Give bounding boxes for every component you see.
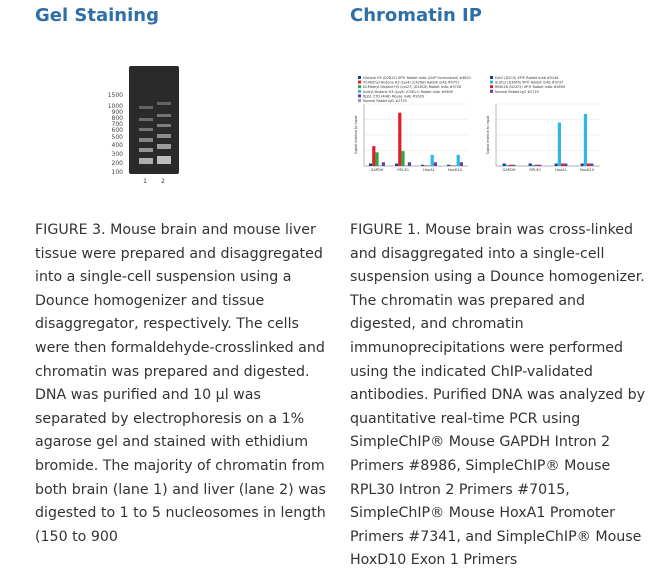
gel-band <box>139 118 153 121</box>
chart-bar <box>424 165 427 166</box>
legend-entry: Normal Rabbit IgG #2729 <box>495 89 539 94</box>
chip-bar-charts <box>350 70 650 180</box>
gel-band <box>157 102 171 105</box>
legend-entry: Ezh2 (D2C9) XP® Rabbit mAb #5246 <box>495 76 559 80</box>
legend-entry: Histone H3 (D2B12) XP® Rabbit mAb (ChIP Formulated) #4620 <box>363 76 471 80</box>
chart-bar <box>379 165 382 166</box>
gel-ladder-label: 200 <box>111 160 123 167</box>
chart-bar <box>453 165 456 166</box>
chart-bar <box>529 164 532 166</box>
chart-bar <box>538 165 541 166</box>
chromatin-ip-heading: Chromatin IP <box>350 5 482 26</box>
chip-chart-figure <box>350 70 650 180</box>
chart-bar <box>555 164 558 166</box>
chart-bar <box>450 165 453 166</box>
gel-band <box>157 156 171 164</box>
gel-lane-label-2: 2 <box>161 178 165 185</box>
x-tick-label: GAPDH <box>370 168 384 172</box>
chart-bar <box>372 146 375 166</box>
gel-band <box>157 124 171 127</box>
gel-ladder-label: 600 <box>111 127 123 134</box>
chromatin-ip-caption: FIGURE 1. Mouse brain was cross-linked and disaggregated into a single-cell suspension using a Dounce homogenizer. The chromatin was prepared and digested, and chromatin immunoprecipitations were performed using the indicated ChIP-validated antibodies. Purified DNA was analyzed by quantitative real-time PCR using SimpleChIP® Mouse GAPDH Intron 2 Primers #8986, SimpleChIP® Mouse RPL30 Intron 2 Primers #7015, SimpleChIP® Mouse HoxA1 Promoter Primers #7341, and SimpleChIP® Mouse HoxD10 Exon 1 Primers <box>350 222 645 569</box>
legend-swatch <box>490 90 493 93</box>
chart-bar <box>590 164 593 166</box>
gel-band <box>139 106 153 109</box>
x-tick-label: HoxD10 <box>447 168 463 172</box>
gel-ladder-label: 500 <box>111 134 123 141</box>
legend-swatch <box>358 99 361 102</box>
legend-swatch <box>358 81 361 84</box>
gel-ladder-label: 700 <box>111 121 123 128</box>
legend-swatch <box>358 76 361 79</box>
legend-entry: Rpb1 CTD (4H8) Mouse mAb #2629 <box>363 94 425 99</box>
x-tick-label: RPL30 <box>529 168 541 172</box>
gel-ladder-label: 100 <box>111 169 123 176</box>
gel-lane-label-1: 1 <box>143 178 147 185</box>
chart-bar <box>561 164 564 166</box>
gel-staining-heading: Gel Staining <box>35 5 159 26</box>
x-tick-label: RPL30 <box>397 168 409 172</box>
y-axis-label: Signal relative to input <box>354 115 358 155</box>
chart-bar <box>587 164 590 166</box>
gel-ladder-label: 1500 <box>107 92 123 99</box>
gel-band <box>157 134 171 138</box>
chart-bar <box>584 114 587 166</box>
x-tick-label: HoxA1 <box>555 168 567 172</box>
legend-entry: Normal Rabbit IgG #2729 <box>363 99 407 103</box>
gel-band <box>157 114 171 117</box>
chart-bar <box>512 165 515 166</box>
chart-bar <box>398 113 401 166</box>
chart-bar <box>401 151 404 166</box>
chart-bar <box>427 165 430 166</box>
gel-band <box>139 158 153 164</box>
legend-entry: SUZ12 (D39F6) XP® Rabbit mAb #3737 <box>495 80 564 85</box>
chart-bar <box>405 165 408 166</box>
chart-bar <box>369 164 372 166</box>
chart-bar <box>532 165 535 166</box>
chart-bar <box>457 155 460 166</box>
gel-ladder-label: 1000 <box>107 103 123 110</box>
chart-bar <box>503 164 506 166</box>
chart-bar <box>447 165 450 166</box>
legend-entry: Acetyl-Histone H3 (Lys9) (C5B11) Rabbit mAb #9649 <box>363 89 453 94</box>
chart-bar <box>421 165 424 166</box>
gel-lane-1 <box>139 66 153 174</box>
legend-swatch <box>358 85 361 88</box>
chart-bar <box>460 162 463 166</box>
gel-ladder-label: 400 <box>111 142 123 149</box>
legend-swatch <box>358 90 361 93</box>
gel-ladder-label: 300 <box>111 151 123 158</box>
gel-staining-caption: FIGURE 3. Mouse brain and mouse liver tissue were prepared and disaggregated into a single-cell suspension using a Dounce homogenizer and tissue disaggregator, respectively. The cells were then formaldehyde-crosslinked and chromatin was prepared and digested. DNA was purified and 10 µl was separated by electrophoresis on a 1% agarose gel and stained with ethidium bromide. The majority of chromatin from both brain (lane 1) and liver (lane 2) was digested to 1 to 5 nucleosomes in length (150 to 900 <box>35 222 326 545</box>
chart-bar <box>408 162 411 166</box>
x-tick-label: GAPDH <box>502 168 516 172</box>
chart-bar <box>434 162 437 166</box>
legend-entry: Tri-Methyl-Histone H3 (Lys4) (C42D8) Rabbit mAb #9751 <box>363 80 460 85</box>
legend-swatch <box>490 85 493 88</box>
gel-band <box>139 148 153 152</box>
gel-band <box>139 128 153 131</box>
gel-lanes <box>129 66 179 174</box>
y-axis-label: Signal relative to input <box>486 115 490 155</box>
x-tick-label: HoxA1 <box>423 168 435 172</box>
chart-bar <box>509 165 512 166</box>
chart-bar <box>382 162 385 166</box>
chart-bar <box>431 155 434 166</box>
chart-bar <box>535 165 538 166</box>
chart-bar <box>506 165 509 166</box>
gel-lane-2 <box>157 66 171 174</box>
gel-band <box>139 138 153 142</box>
gel-band <box>157 144 171 149</box>
gel-image <box>97 60 217 192</box>
chart-bar <box>395 164 398 166</box>
chart-bar <box>375 152 378 166</box>
gel-ladder-label: 800 <box>111 115 123 122</box>
x-tick-label: HoxD10 <box>579 168 595 172</box>
chart-bar <box>581 164 584 166</box>
legend-entry: RING1B (D22F2) XP® Rabbit mAb #5694 <box>495 85 566 90</box>
legend-swatch <box>358 94 361 97</box>
chart-bar <box>558 123 561 166</box>
legend-entry: Di-Methyl-Histone H3 (Lys27) (D18C8) Rabbit mAb #9728 <box>363 85 462 90</box>
gel-ladder-label: 900 <box>111 109 123 116</box>
legend-swatch <box>490 81 493 84</box>
chart-bar <box>564 164 567 166</box>
legend-swatch <box>490 76 493 79</box>
